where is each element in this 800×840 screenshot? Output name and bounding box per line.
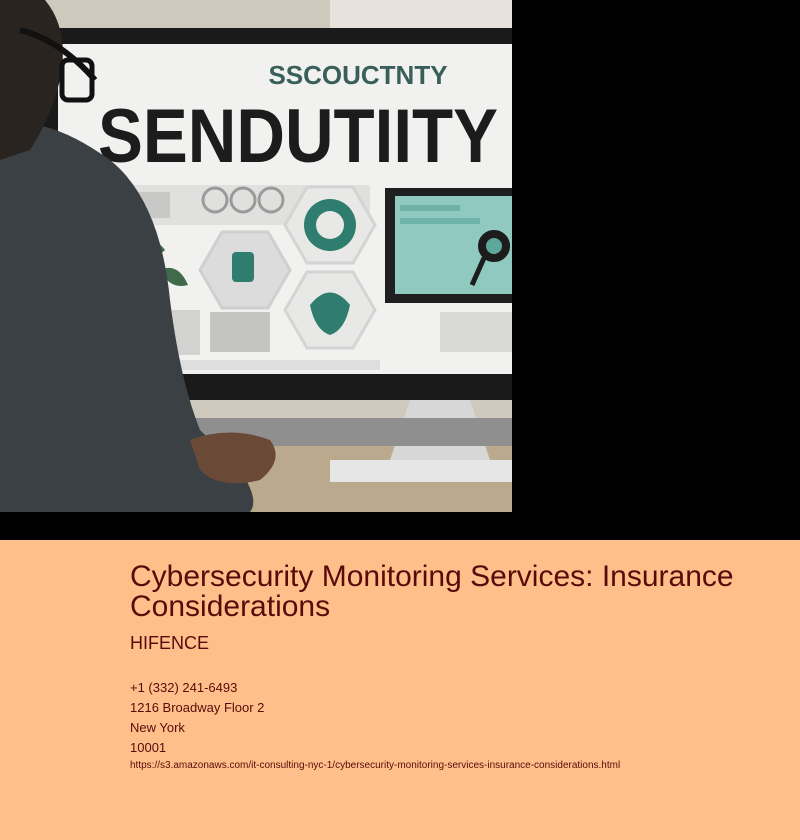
screen-heading-large: SENDUTIITY [98,94,498,179]
brand-name: HIFENCE [130,633,210,653]
city: New York [130,720,185,735]
hero-illustration [0,0,512,512]
zip-code: 10001 [130,740,167,755]
street-address: 1216 Broadway Floor 2 [130,700,265,715]
hero-photo [0,0,512,512]
article-info-section [0,540,800,840]
page-title: Cybersecurity Monitoring Services: Insurance Considerations [130,560,734,623]
screen-heading-small: SSCOUCTNTY [268,60,448,90]
contact-block [130,678,264,758]
phone-number: +1 (332) 241-6493 [130,680,238,695]
source-url-link[interactable]: https://s3.amazonaws.com/it-consulting-nyc-1/cybersecurity-monitoring-services-insurance-considerations.html [130,760,621,771]
